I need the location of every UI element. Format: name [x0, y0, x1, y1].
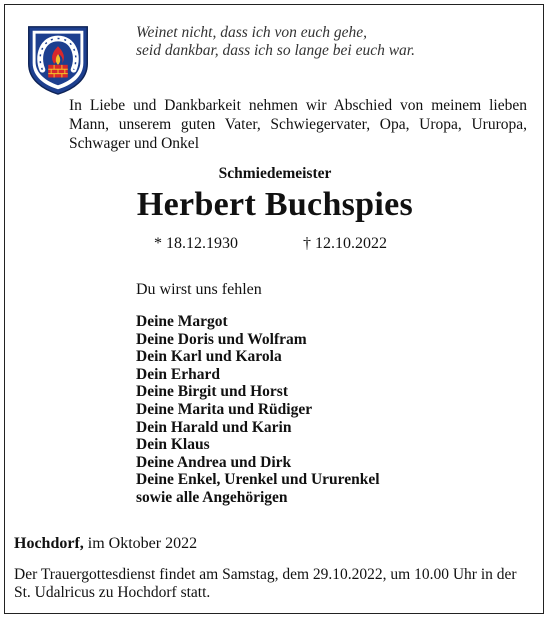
deceased-name: Herbert Buchspies: [136, 186, 414, 223]
birth-date: * 18.12.1930: [154, 235, 238, 252]
mourner-entry: Dein Karl und Karola: [136, 348, 282, 366]
mourner-entry: Dein Harald und Karin: [136, 418, 292, 436]
intro-text: In Liebe und Dankbarkeit nehmen wir Abschied von meinem lieben Mann, unserem guten Vater, Schwiegervater, Opa, Uropa, Ururopa, Schwager und Onkel: [69, 97, 527, 152]
farewell-line: Du wirst uns fehlen: [136, 281, 262, 298]
mourners-list: [136, 313, 380, 507]
notice-date: im Oktober 2022: [87, 535, 198, 552]
mourner-entry: Deine Enkel, Urenkel und Ururenkel: [136, 471, 380, 489]
mourner-entry: Deine Marita und Rüdiger: [136, 400, 313, 418]
mourner-entry: Dein Erhard: [136, 365, 220, 383]
poem-line-1: Weinet nicht, dass ich von euch gehe,: [136, 24, 368, 41]
mourner-entry: Deine Margot: [136, 313, 228, 330]
mourner-entry: Dein Klaus: [136, 436, 210, 454]
mourner-entry: Deine Birgit und Horst: [136, 383, 288, 401]
mourner-entry: sowie alle Angehörigen: [136, 488, 288, 506]
profession-title: Schmiedemeister: [218, 165, 332, 182]
mourner-entry: Deine Andrea und Dirk: [136, 453, 292, 471]
blacksmith-guild-emblem: [19, 19, 97, 97]
death-date: † 12.10.2022: [303, 235, 387, 252]
poem: [136, 24, 415, 60]
service-info: Der Trauergottesdienst findet am Samstag, dem 29.10.2022, um 10.00 Uhr in der St. Udalricus zu Hochdorf statt.: [14, 566, 517, 601]
place-and-date: [14, 535, 197, 553]
poem-line-2: seid dankbar, dass ich so lange bei euch war.: [136, 42, 415, 59]
mourner-entry: Deine Doris und Wolfram: [136, 330, 307, 348]
place-name: Hochdorf,: [14, 535, 84, 552]
